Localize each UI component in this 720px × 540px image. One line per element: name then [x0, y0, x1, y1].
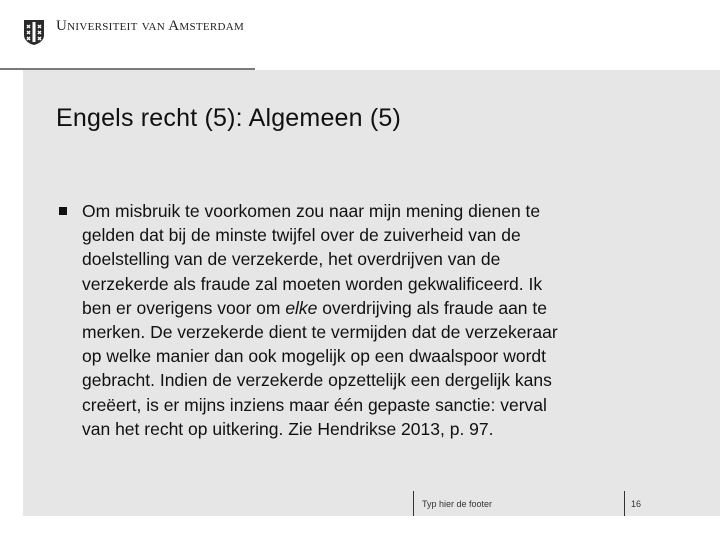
- body-line: gebracht. Indien de verzekerde opzettelijk een dergelijk kans: [82, 370, 552, 391]
- emphasized-word: elke: [285, 297, 318, 318]
- square-bullet-icon: [59, 207, 67, 215]
- university-crest-icon: [23, 19, 45, 46]
- body-line: van het recht op uitkering. Zie Hendrikse 2013, p. 97.: [82, 418, 494, 439]
- body-line: Om misbruik te voorkomen zou naar mijn mening dienen te: [82, 201, 541, 221]
- footer-divider-left: [413, 491, 414, 516]
- body-line: op welke manier dan ook mogelijk op een dwaalspoor wordt: [82, 346, 547, 367]
- body-text-segment: ben er overigens voor om: [82, 297, 286, 318]
- body-text: [82, 199, 642, 441]
- body-text-segment: overdrijving als fraude aan te: [317, 297, 547, 318]
- header: [0, 0, 720, 70]
- slide-title: Engels recht (5): Algemeen (5): [56, 104, 402, 132]
- body-line: doelstelling van de verzekerde, het overdrijven van de: [82, 249, 501, 270]
- body-line: [82, 296, 642, 320]
- body-line: verzekerde als fraude zal moeten worden gekwalificeerd. Ik: [82, 273, 543, 294]
- body-line: gelden dat bij de minste twijfel over de zuiverheid van de: [82, 225, 521, 246]
- body-line: merken. De verzekerde dient te vermijden dat de verzekeraar: [82, 322, 558, 343]
- body-line: creëert, is er mijns inziens maar één gepaste sanctie: verval: [82, 394, 547, 415]
- university-name: Universiteit van Amsterdam: [56, 18, 245, 34]
- page-number: 16: [631, 499, 642, 509]
- footer-divider-right: [624, 491, 625, 516]
- footer-text: Typ hier de footer: [422, 499, 493, 509]
